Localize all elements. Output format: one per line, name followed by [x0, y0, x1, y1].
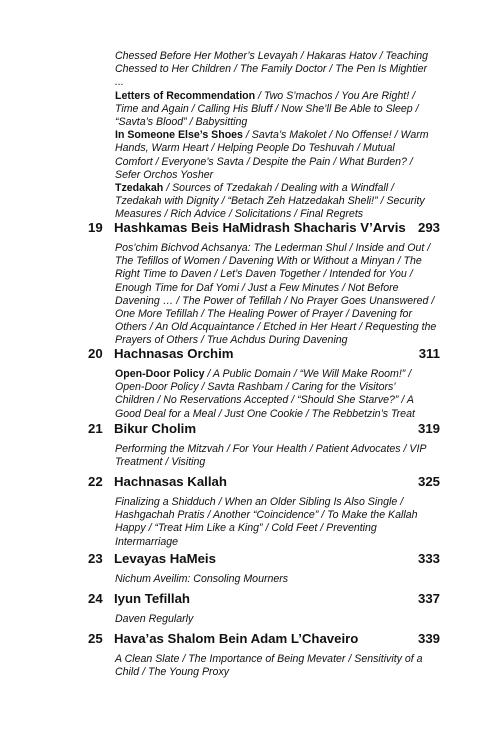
chapter-page-number: 319 [417, 421, 440, 436]
section-items: / Sources of Tzedakah / Dealing with a Windfall / Tzedakah with Dignity / “Betach Zeh Hatzedakah Sheli!” / Security Measures / Rich Advice / Solicitations / Final Regrets [115, 182, 425, 221]
chapter-topics: Performing the Mitzvah / For Your Health / Patient Advocates / VIP Treatment / Visiting [115, 443, 427, 469]
continuation-paragraph [115, 182, 435, 222]
chapter-page-number: 325 [417, 474, 440, 489]
chapter-topics: Nichum Aveilim: Consoling Mourners [115, 573, 289, 585]
chapter-title: Hashkamas Beis HaMidrash Shacharis V’Arvis [114, 220, 406, 235]
chapter-title: Levayas HaMeis [114, 551, 216, 566]
chapter-number: 21 [88, 421, 103, 436]
chapter-number: 19 [88, 220, 103, 235]
chapter-title: Hachnasas Orchim [114, 346, 234, 361]
chapter-subheading: Open-Door Policy [115, 368, 205, 380]
section-heading: In Someone Else’s Shoes [115, 129, 243, 142]
chapter-number: 20 [88, 346, 103, 361]
chapter-topics: Finalizing a Shidduch / When an Older Sibling Is Also Single / Hashgachah Pratis / Another “Coincidence” / To Make the Kallah Happy / “Treat Him Like a King” / Cold Feet / Preventing Intermarriage [115, 496, 418, 548]
chapter-entry [88, 220, 440, 348]
chapter-title: Hachnasas Kallah [114, 474, 227, 489]
chapter-entry [88, 346, 440, 421]
previous-chapter-continuation [115, 50, 435, 222]
chapter-page-number: 337 [417, 591, 440, 606]
chapter-title: Hava’as Shalom Bein Adam L’Chaveiro [114, 631, 359, 646]
chapter-topics: Daven Regularly [115, 613, 194, 625]
chapter-number: 24 [88, 591, 103, 606]
chapter-entry [88, 421, 440, 469]
chapter-number: 22 [88, 474, 103, 489]
chapter-topics: Pos’chim Bichvod Achsanya: The Lederman Shul / Inside and Out / The Tefillos of Women / Davening With or Without a Minyan / The Right Time to Daven / Let’s Daven Together / Intended for You / Enough Time for Daf Yomi / Just a Few Minutes / Not Before Davening … / The Power of Tefillah / No Prayer Goes Unanswered / One More Tefillah / The Healing Power of Prayer / Davening for Others / An Old Acquaintance / Etched in Her Heart / Requesting the Prayers of Others / True Achdus During Davening [115, 242, 437, 347]
section-items: / Two S’machos / You Are Right! / Time and Again / Calling His Bluff / Now She’ll Be Able to Sleep / “Savta’s Blood” / Babysitting [115, 89, 419, 129]
chapter-page-number: 293 [417, 220, 440, 235]
chapter-title: Iyun Tefillah [114, 591, 190, 606]
chapter-page-number: 333 [417, 551, 440, 566]
chapter-number: 23 [88, 551, 103, 566]
chapter-number: 25 [88, 631, 103, 646]
section-heading: Tzedakah [115, 182, 164, 195]
section-items: Chessed Before Her Mother’s Levayah / Hakaras Hatov / Teaching Chessed to Her Children / The Family Doctor / The Pen Is Mightier ... [115, 50, 429, 89]
chapter-topics: A Clean Slate / The Importance of Being Mevater / Sensitivity of a Child / The Young Proxy [115, 653, 423, 679]
chapter-page-number: 339 [417, 631, 440, 646]
chapter-entry [88, 631, 440, 679]
chapter-topics-list: / A Public Domain / “We Will Make Room!” / Open-Door Policy / Savta Rashbam / Caring for the Visitors’ Children / No Reservations Accepted / “Should She Starve?” / A Good Deal for a Meal / Just One Cookie / The Rebbetzin’s Treat [115, 368, 415, 420]
continuation-paragraph [115, 129, 435, 182]
chapter-entry [88, 591, 440, 626]
continuation-paragraph [115, 50, 435, 90]
chapter-entry [88, 474, 440, 549]
continuation-paragraph [115, 90, 435, 130]
section-items: / Savta’s Makolet / No Offense! / Warm Hands, Warm Heart / Helping People Do Teshuvah / Mutual Comfort / Everyone’s Savta / Despite the Pain / What Burden? / Sefer Orchos Yosher [115, 129, 429, 181]
section-heading: Letters of Recommendation [115, 89, 256, 102]
chapter-page-number: 311 [418, 346, 440, 361]
chapter-entry [88, 551, 440, 586]
chapter-topics [115, 368, 437, 421]
chapter-title: Bikur Cholim [114, 421, 197, 436]
